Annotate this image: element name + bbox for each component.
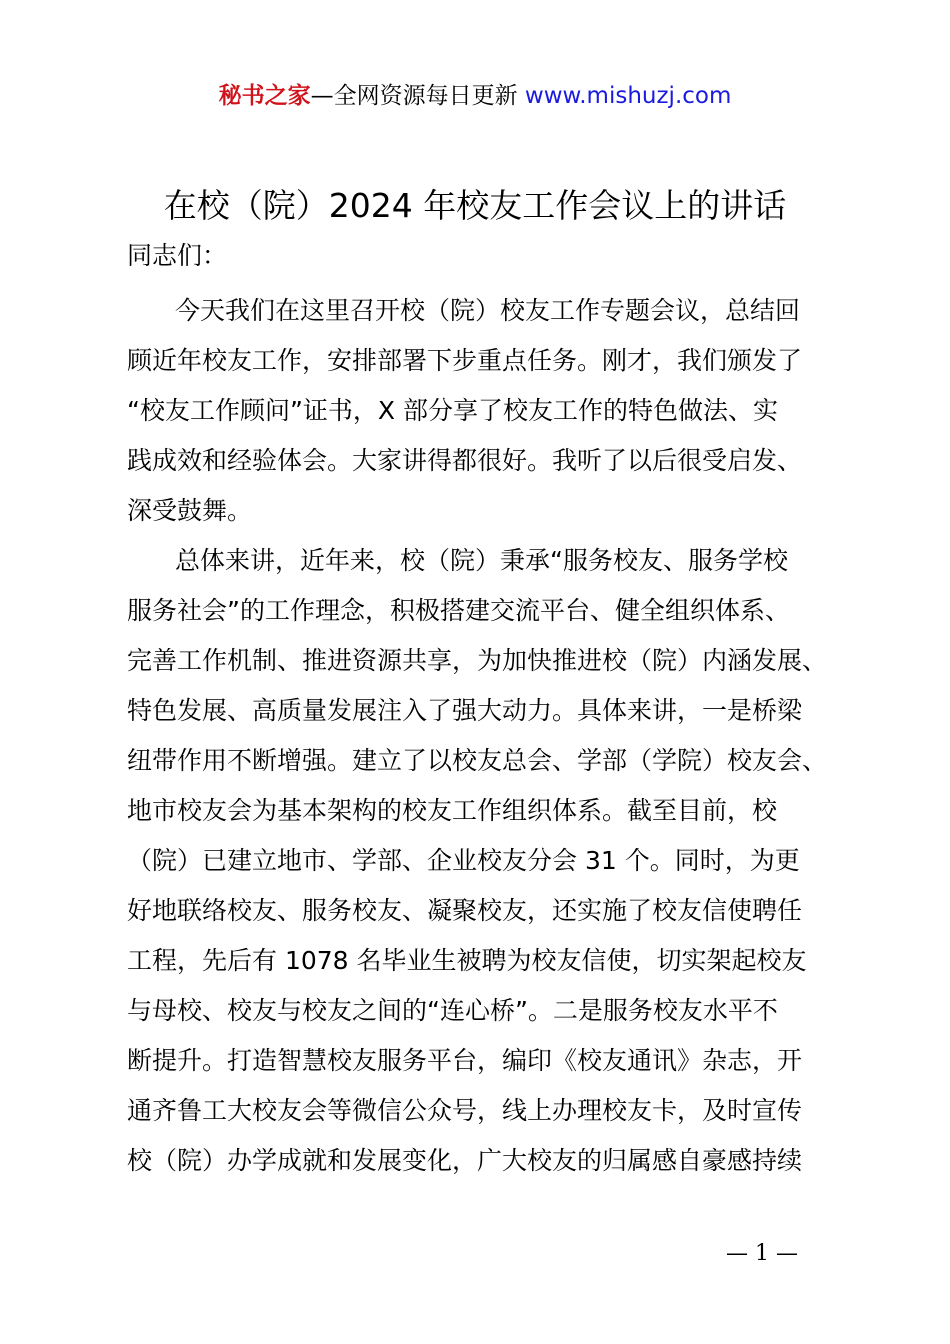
document-title: 在校（院）2024 年校友工作会议上的讲话	[163, 186, 787, 225]
document-body	[127, 286, 847, 1186]
body-line: 断提升。打造智慧校友服务平台，编印《校友通讯》杂志，开	[127, 1046, 803, 1075]
body-line: 工程，先后有 1078 名毕业生被聘为校友信使，切实架起校友	[127, 946, 807, 975]
body-line: 完善工作机制、推进资源共享，为加快推进校（院）内涵发展、	[127, 646, 828, 675]
body-line: 总体来讲，近年来，校（院）秉承“服务校友、服务学校	[175, 546, 788, 575]
body-line: 特色发展、高质量发展注入了强大动力。具体来讲，一是桥梁	[127, 696, 803, 725]
body-line: （院）已建立地市、学部、企业校友分会 31 个。同时，为更	[127, 846, 800, 875]
body-line: 今天我们在这里召开校（院）校友工作专题会议，总结回	[175, 296, 801, 325]
site-tagline: —全网资源每日更新	[310, 83, 518, 109]
body-line: 服务社会”的工作理念，积极搭建交流平台、健全组织体系、	[127, 596, 790, 625]
body-line: 践成效和经验体会。大家讲得都很好。我听了以后很受启发、	[127, 446, 803, 475]
body-line: 顾近年校友工作，安排部署下步重点任务。刚才，我们颁发了	[127, 346, 803, 375]
body-line: 校（院）办学成就和发展变化，广大校友的归属感自豪感持续	[127, 1146, 803, 1175]
body-line: 通齐鲁工大校友会等微信公众号，线上办理校友卡，及时宣传	[127, 1096, 803, 1125]
page-number: — 1 —	[726, 1241, 798, 1266]
body-line: 地市校友会为基本架构的校友工作组织体系。截至目前，校	[127, 796, 778, 825]
body-line: 与母校、校友与校友之间的“连心桥”。二是服务校友水平不	[127, 996, 778, 1025]
site-url-link[interactable]: www.mishuzj.com	[524, 83, 732, 109]
body-line: 深受鼓舞。	[127, 496, 253, 525]
site-header	[0, 80, 950, 112]
body-line: 好地联络校友、服务校友、凝聚校友，还实施了校友信使聘任	[127, 896, 803, 925]
salutation: 同志们：	[127, 241, 228, 270]
body-line: “校友工作顾问”证书，X 部分享了校友工作的特色做法、实	[127, 396, 778, 425]
site-brand: 秘书之家	[218, 83, 311, 109]
body-line: 纽带作用不断增强。建立了以校友总会、学部（学院）校友会、	[127, 746, 828, 775]
